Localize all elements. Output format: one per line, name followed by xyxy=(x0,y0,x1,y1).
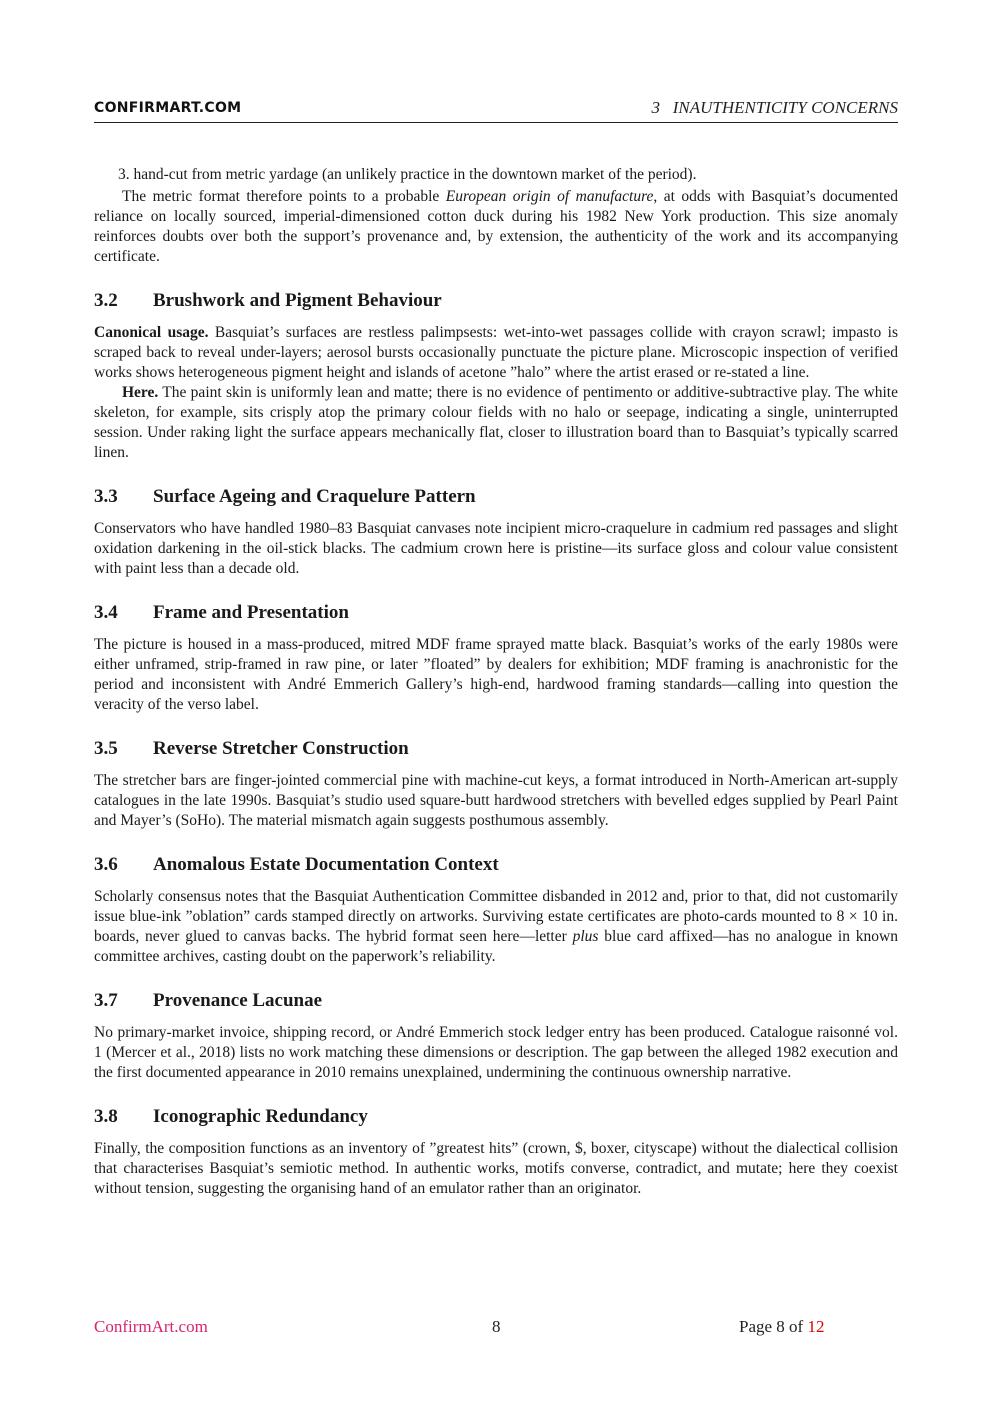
section-number: 3.3 xyxy=(94,486,118,507)
page-header xyxy=(94,98,898,123)
section-number: 3.8 xyxy=(94,1106,118,1127)
section-number: 3.6 xyxy=(94,854,118,875)
section-heading xyxy=(94,289,898,313)
paragraph-lead: Canonical usage. xyxy=(94,324,209,341)
text-run: , at odds with Basquiat’s documented reliance on locally sourced, imperial-dimensioned cotton duck during his 1982 New York production. This size anomaly reinforces doubts over both the support’s provenance and, by extension, the authenticity of the work and its accompanying certificate. xyxy=(94,188,898,265)
page-number: 8 xyxy=(492,1317,501,1336)
section-number: 3.4 xyxy=(94,602,118,623)
section-title: Reverse Stretcher Construction xyxy=(153,738,409,759)
page-total-link[interactable]: 12 xyxy=(807,1317,825,1336)
paragraph xyxy=(94,887,898,967)
page-count xyxy=(739,1317,824,1337)
section-heading xyxy=(94,989,898,1013)
section-heading xyxy=(94,485,898,509)
footer-site-link[interactable]: ConfirmArt.com xyxy=(94,1317,208,1336)
section-number: 3.2 xyxy=(94,290,118,311)
section-title: Frame and Presentation xyxy=(153,602,349,623)
section-title: Provenance Lacunae xyxy=(153,990,323,1011)
paragraph: Finally, the composition functions as an inventory of ”greatest hits” (crown, $, boxer, cityscape) without the dialectical collision that characterises Basquiat’s semiotic method. In authentic works, motifs converse, contradict, and mutate; here they coexist without tension, suggesting the organising hand of an emulator rather than an originator. xyxy=(94,1140,898,1197)
section-heading xyxy=(94,853,898,877)
site-logo: CONFIRMART.COM xyxy=(94,100,242,116)
section-title: Iconographic Redundancy xyxy=(153,1106,368,1127)
running-title: 3 INAUTHENTICITY CONCERNS xyxy=(651,98,898,117)
paragraph: No primary-market invoice, shipping record, or André Emmerich stock ledger entry has been produced. Catalogue raisonné vol. 1 (Mercer et al., 2018) lists no work matching these dimensions or description. The gap between the alleged 1982 execution and the first documented appearance in 2010 remains unexplained, undermining the continuous ownership narrative. xyxy=(94,1024,898,1081)
section-heading xyxy=(94,1105,898,1129)
text-run: Scholarly consensus notes that the Basquiat Authentication Committee disbanded in 2012 and, prior to that, did not customarily issue blue-ink ”oblation” cards stamped directly on artworks. Surviving estate certificates are photo-cards mounted to 8 × 10 in. boards, never glued to canvas backs. The hybrid format seen here—letter xyxy=(94,888,898,945)
emphasis: plus xyxy=(572,928,599,945)
section-title: Brushwork and Pigment Behaviour xyxy=(153,290,442,311)
section-heading xyxy=(94,737,898,761)
section-title: Anomalous Estate Documentation Context xyxy=(153,854,499,875)
main-content xyxy=(94,165,898,1199)
text-run: The metric format therefore points to a probable xyxy=(122,188,446,205)
paragraph xyxy=(94,187,898,267)
page-count-prefix: Page 8 of xyxy=(739,1317,808,1336)
paragraph: The picture is housed in a mass-produced, mitred MDF frame sprayed matte black. Basquiat’s works of the early 1980s were either unframed, strip-framed in raw pine, or later ”floated” by dealers for exhibition; MDF framing is anachronistic for the period and inconsistent with André Emmerich Gallery’s high-end, hardwood framing standards—calling into question the veracity of the verso label. xyxy=(94,636,898,713)
paragraph-lead: Here. xyxy=(122,384,159,401)
section-heading xyxy=(94,601,898,625)
text-run: blue card affixed—has no analogue in known committee archives, casting doubt on the paperwork’s reliability. xyxy=(94,928,898,965)
paragraph: Conservators who have handled 1980–83 Basquiat canvases note incipient micro-craquelure in cadmium red passages and slight oxidation darkening in the oil-stick blacks. The cadmium crown here is pristine—its surface gloss and colour value consistent with paint less than a decade old. xyxy=(94,520,898,577)
emphasis: European origin of manufacture xyxy=(445,188,654,205)
section-number: 3.5 xyxy=(94,738,118,759)
list-item: 3. hand-cut from metric yardage (an unlikely practice in the downtown market of the period). xyxy=(118,166,697,183)
text-run: The paint skin is uniformly lean and matte; there is no evidence of pentimento or additive-subtractive play. The white skeleton, for example, sits crisply atop the primary colour fields with no halo or seepage, indicating a single, uninterrupted session. Under raking light the surface appears mechanically flat, closer to illustration board than to Basquiat’s typically scarred linen. xyxy=(94,384,898,461)
page-footer xyxy=(94,1317,898,1339)
text-run: Basquiat’s surfaces are restless palimpsests: wet-into-wet passages collide with crayon scrawl; impasto is scraped back to reveal under-layers; aerosol bursts occasionally punctuate the picture plane. Microscopic inspection of verified works shows heterogeneous pigment height and islands of acetone ”halo” where the artist erased or re-stated a line. xyxy=(94,324,899,381)
section-number: 3.7 xyxy=(94,990,118,1011)
paragraph xyxy=(94,383,898,463)
paragraph: The stretcher bars are finger-jointed commercial pine with machine-cut keys, a format introduced in North-American art-supply catalogues in the late 1990s. Basquiat’s studio used square-butt hardwood stretchers with bevelled edges supplied by Pearl Paint and Mayer’s (SoHo). The material mismatch again suggests posthumous assembly. xyxy=(94,772,898,829)
section-title: Surface Ageing and Craquelure Pattern xyxy=(153,486,476,507)
paragraph xyxy=(94,323,898,383)
